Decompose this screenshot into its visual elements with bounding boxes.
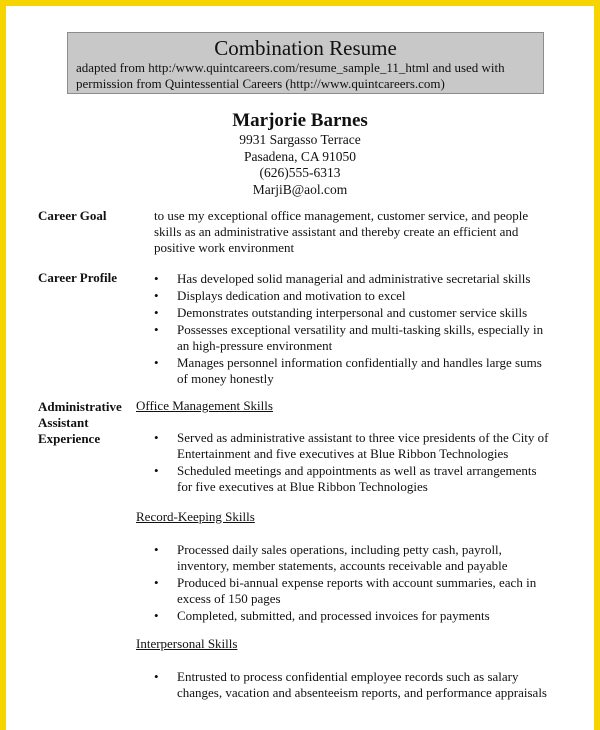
office-management-list xyxy=(154,430,586,496)
document-title: Combination Resume xyxy=(214,36,397,60)
section-heading-interpersonal: Interpersonal Skills xyxy=(136,636,238,651)
list-item: • Scheduled meetings and appointments as well as travel arrangements for five executives at Blue Ribbon Technologies xyxy=(154,463,537,494)
list-item: • Demonstrates outstanding interpersonal and customer service skills xyxy=(154,305,528,320)
bullet-icon: • xyxy=(154,305,159,320)
phone-number: (626)555-6313 xyxy=(259,165,341,180)
bullet-icon: • xyxy=(154,288,159,303)
bullet-icon: • xyxy=(154,608,159,623)
career-goal-line: to use my exceptional office management, customer service, and people xyxy=(154,208,529,223)
career-goal-label: Career Goal xyxy=(38,208,107,223)
bullet-icon: • xyxy=(154,542,159,557)
bullet-icon: • xyxy=(154,322,159,337)
source-credit xyxy=(68,60,543,91)
list-item: • Possesses exceptional versatility and multi-tasking skills, especially in an high-pressure environment xyxy=(154,322,544,353)
list-item: • Produced bi-annual expense reports with account summaries, each in excess of 150 pages xyxy=(154,575,537,606)
career-goal-text xyxy=(154,208,586,256)
email-address: MarjiB@aol.com xyxy=(252,181,348,197)
section-heading-record-keeping: Record-Keeping Skills xyxy=(136,509,255,524)
street-address: 9931 Sargasso Terrace xyxy=(239,132,361,147)
list-item: • Entrusted to process confidential employee records such as salary changes, vacation and absenteeism reports, and performance appraisals xyxy=(154,669,547,700)
career-goal-line: skills as an administrative assistant and thereby create an efficient and xyxy=(154,224,519,239)
record-keeping-list xyxy=(154,542,586,625)
list-item: • Processed daily sales operations, including petty cash, payroll, inventory, member statements, accounts receivable and payable xyxy=(154,542,508,573)
resume-page xyxy=(6,6,594,730)
bullet-icon: • xyxy=(154,463,159,478)
candidate-name: Marjorie Barnes xyxy=(232,110,368,131)
list-item: • Served as administrative assistant to three vice presidents of the City of Entertainment and five executives at Blue Ribbon Technologies xyxy=(154,430,549,461)
title-banner xyxy=(67,32,544,94)
list-item: • Completed, submitted, and processed invoices for payments xyxy=(154,608,490,623)
list-item: • Manages personnel information confidentially and handles large sums of money honestly xyxy=(154,355,542,386)
career-profile-label: Career Profile xyxy=(38,270,118,285)
list-item: • Displays dedication and motivation to excel xyxy=(154,288,406,303)
source-credit-line: permission from Quintessential Careers (http://www.quintcareers.com) xyxy=(76,75,445,91)
section-heading-office-management: Office Management Skills xyxy=(136,398,273,413)
career-profile-list xyxy=(154,271,586,388)
bullet-icon: • xyxy=(154,669,159,684)
bullet-icon: • xyxy=(154,271,159,286)
interpersonal-list xyxy=(154,669,586,702)
contact-header xyxy=(6,110,594,198)
city-state-zip: Pasadena, CA 91050 xyxy=(243,148,357,164)
bullet-icon: • xyxy=(154,355,159,370)
bullet-icon: • xyxy=(154,430,159,445)
career-goal-line: positive work environment xyxy=(154,240,295,255)
source-credit-line: adapted from http:/www.quintcareers.com/resume_sample_11_html and used with xyxy=(76,60,505,75)
bullet-icon: • xyxy=(154,575,159,590)
experience-label: Administrative Assistant Experience xyxy=(38,399,122,446)
list-item: • Has developed solid managerial and administrative secretarial skills xyxy=(154,271,531,286)
